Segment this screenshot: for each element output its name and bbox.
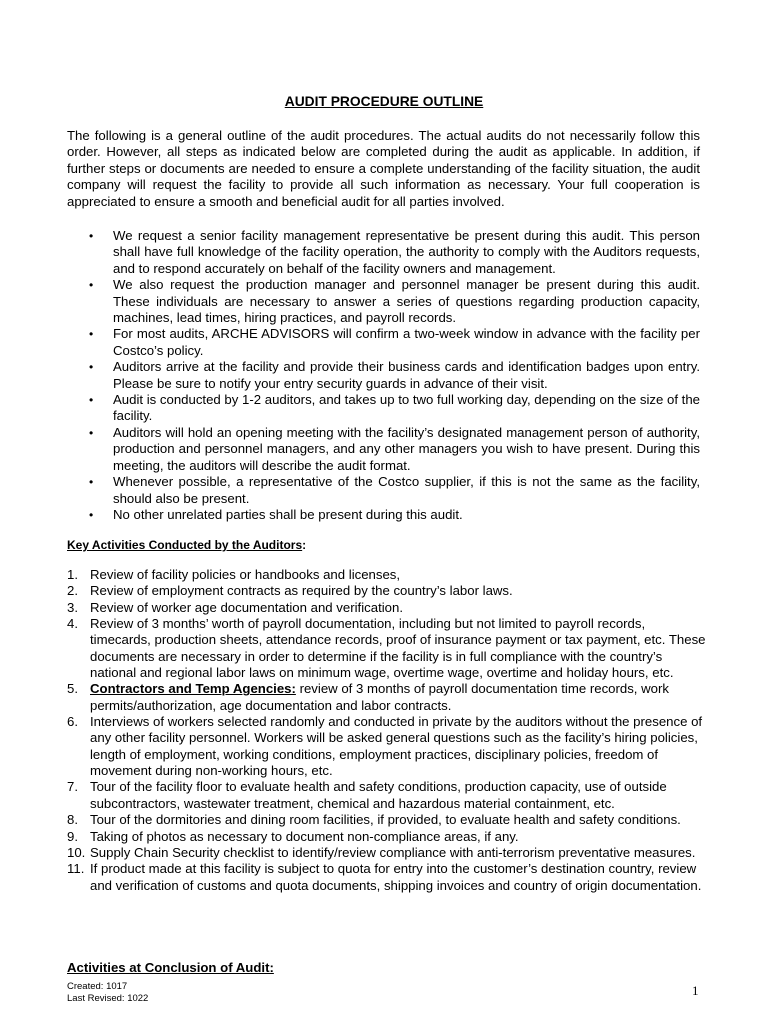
intro-paragraph: The following is a general outline of the audit procedures. The actual audits do not necessarily follow this order. However, all steps as indicated below are completed during the audit as applicable. In addition, if further steps or documents are needed to ensure a complete understanding of the facility situation, the audit company will request the facility to provide all such information as necessary. Your full cooperation is appreciated to ensure a smooth and beneficial audit for all parties involved.: [67, 128, 700, 209]
list-item: 4. Review of 3 months’ worth of payroll documentation, including but not limited to payroll records, timecards, production sheets, attendance records, proof of insurance payment or tax payment, etc. These documents are necessary in order to determine if the facility is in full compliance with the country’s national and regional labor laws on minimum wage, overtime wage, overtime and holiday hours, etc.: [67, 616, 706, 681]
bullet-item: • We also request the production manager and personnel manager be present during this audit. These individuals are necessary to answer a series of questions regarding production capacity, machines, lead times, hiring practices, and payroll records.: [89, 277, 700, 326]
bullet-icon: •: [89, 327, 94, 342]
bullet-icon: •: [89, 393, 94, 408]
conclusion-heading: Activities at Conclusion of Audit:: [67, 960, 274, 975]
key-activities-heading: Key Activities Conducted by the Auditors:: [67, 538, 307, 552]
document-title: AUDIT PROCEDURE OUTLINE: [284, 94, 484, 109]
list-item: 8. Tour of the dormitories and dining room facilities, if provided, to evaluate health and safety conditions.: [67, 812, 681, 828]
page-number: 1: [692, 983, 699, 998]
bullet-icon: •: [89, 507, 94, 522]
bullet-item: • Whenever possible, a representative of the Costco supplier, if this is not the same as the facility, should also be present.: [89, 474, 700, 506]
contractors-label: Contractors and Temp Agencies:: [90, 681, 296, 697]
list-item: 11. If product made at this facility is subject to quota for entry into the customer’s destination country, review and verification of customs and quota documents, shipping invoices and country of origin documentation.: [67, 861, 702, 893]
bullet-icon: •: [89, 360, 94, 375]
list-item: 6. Interviews of workers selected randomly and conducted in private by the auditors without the presence of any other facility personnel. Workers will be asked general questions such as the facility’s hiring policies, length of employment, working conditions, employment practices, disciplinary policies, freedom of movement during non-working hours, etc.: [67, 714, 703, 779]
bullet-icon: •: [89, 425, 94, 440]
bullet-item: • No other unrelated parties shall be present during this audit.: [89, 506, 463, 522]
bullet-icon: •: [89, 229, 94, 243]
requirements-bullet-list: [89, 228, 700, 523]
bullet-item: • Auditors arrive at the facility and provide their business cards and identification badges upon entry. Please be sure to notify your entry security guards in advance of their visit.: [89, 359, 700, 391]
created-label: Created: 1017: [67, 981, 128, 992]
last-revised-label: Last Revised: 1022: [67, 992, 149, 1004]
bullet-icon: •: [89, 278, 94, 293]
bullet-item: • We request a senior facility management representative be present during this audit. This person shall have full knowledge of the facility operation, the authority to comply with the Auditors requests, and to respond accurately on behalf of the facility owners and management.: [89, 228, 700, 276]
list-item: 3. Review of worker age documentation and verification.: [67, 599, 404, 615]
bullet-item: • Audit is conducted by 1-2 auditors, and takes up to two full working day, depending on the size of the facility.: [89, 392, 700, 424]
key-activities-list: [67, 567, 707, 894]
list-item: 9. Taking of photos as necessary to document non-compliance areas, if any.: [67, 828, 519, 844]
list-item: 1. Review of facility policies or handbooks and licenses,: [67, 567, 401, 582]
bullet-item: • For most audits, ARCHE ADVISORS will confirm a two-week window in advance with the facility per Costco’s policy.: [89, 326, 700, 358]
bullet-icon: •: [89, 475, 94, 490]
list-item: 2. Review of employment contracts as required by the country’s labor laws.: [67, 583, 513, 599]
list-item: 7. Tour of the facility floor to evaluate health and safety conditions, production capacity, use of outside subcontractors, wastewater treatment, chemical and hazardous material containment, etc.: [67, 779, 667, 811]
list-item: 5. Contractors and Temp Agencies: review of 3 months of payroll documentation time records, work permits/authorization, age documentation and labor contracts.: [67, 681, 669, 713]
list-item: 10. Supply Chain Security checklist to identify/review compliance with anti-terrorism preventative measures.: [67, 844, 696, 860]
revision-footer: [67, 981, 148, 1004]
bullet-item: • Auditors will hold an opening meeting with the facility’s designated management person of authority, production and personnel managers, and any other managers you wish to have present. During this meeting, the auditors will describe the audit format.: [89, 424, 700, 473]
